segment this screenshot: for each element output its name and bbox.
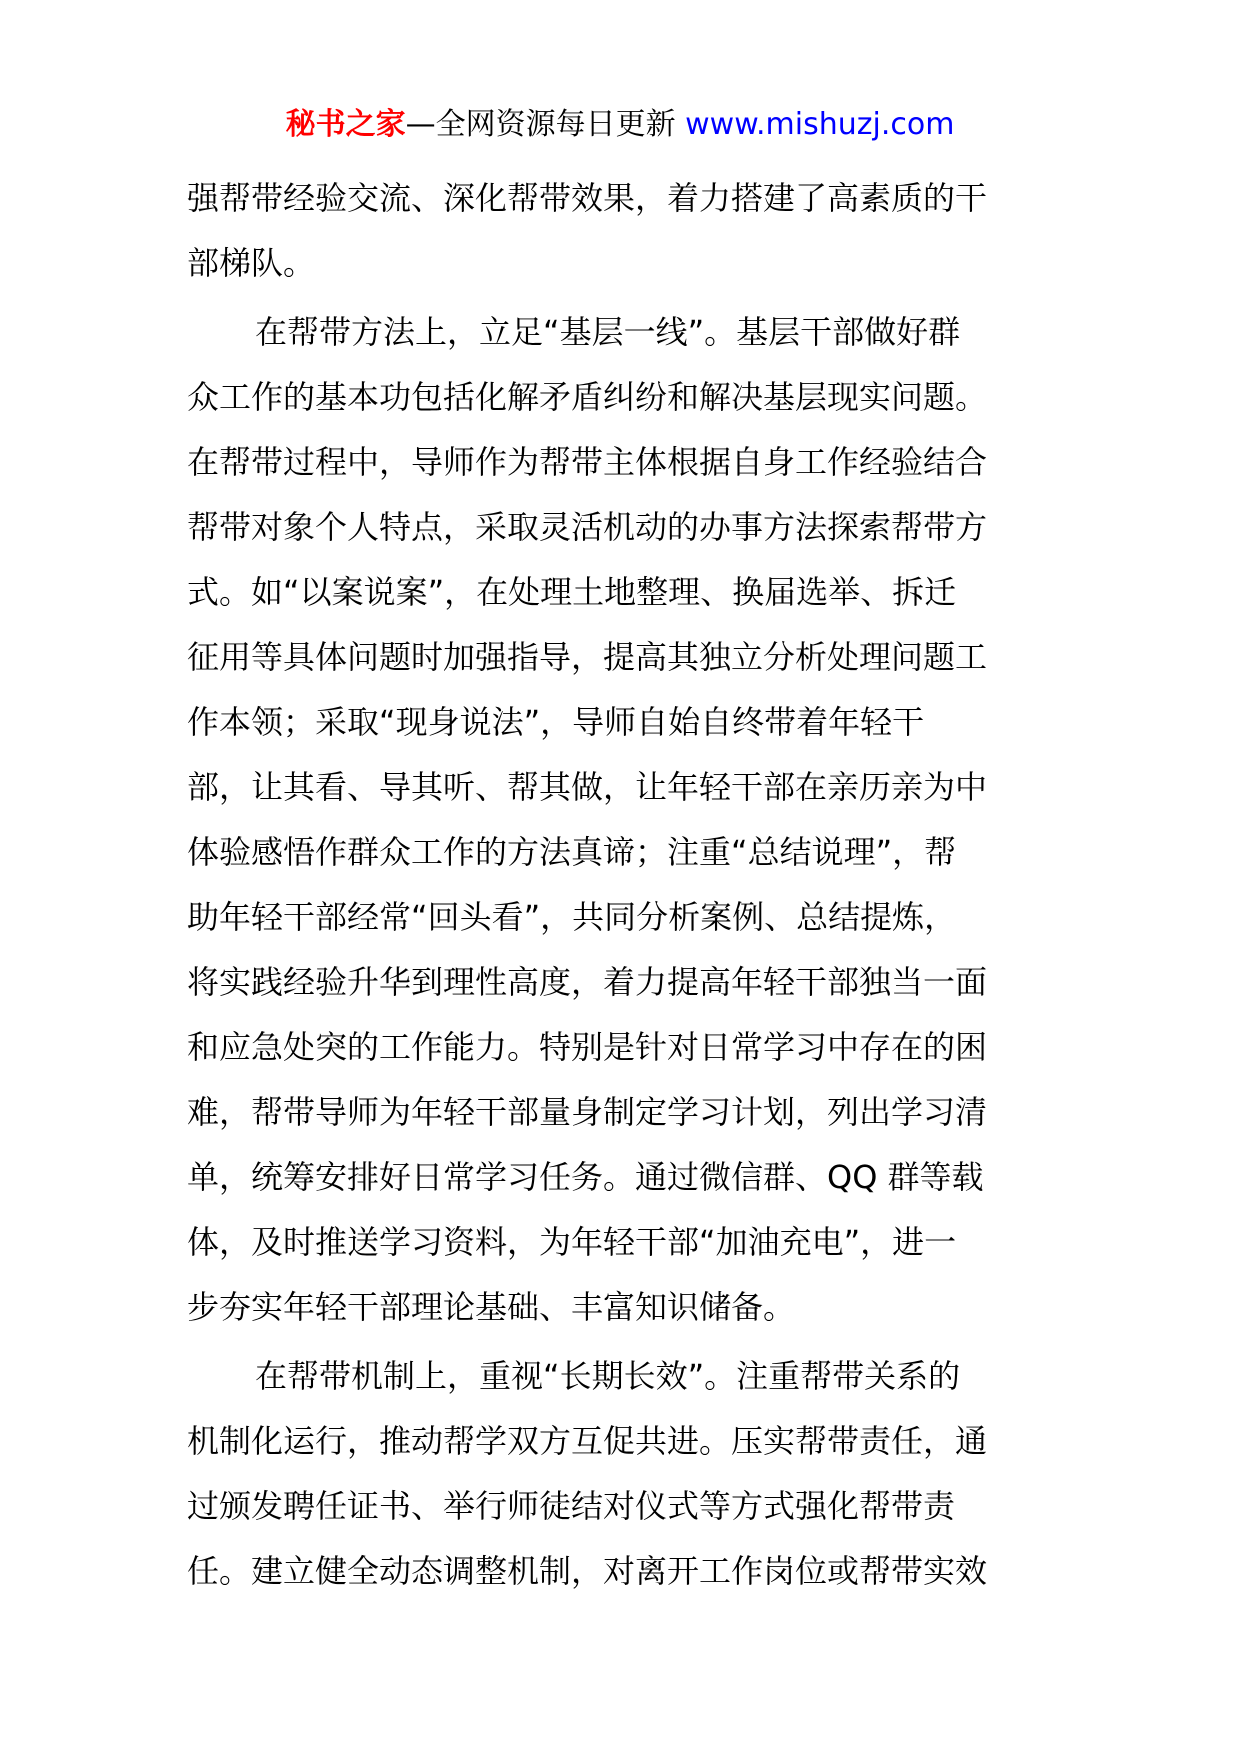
paragraph-start: 在帮带方法上，立足“基层一线”。基层干部做好群 xyxy=(255,313,961,351)
text-line: 任。建立健全动态调整机制，对离开工作岗位或帮带实效 xyxy=(187,1552,988,1590)
text-line: 步夯实年轻干部理论基础、丰富知识储备。 xyxy=(187,1288,796,1326)
text-line: 部，让其看、导其听、帮其做，让年轻干部在亲历亲为中 xyxy=(187,768,988,806)
header-url: www.mishuzj.com xyxy=(685,107,955,142)
text-line: 难，帮带导师为年轻干部量身制定学习计划，列出学习清 xyxy=(187,1093,988,1131)
text-line: 强帮带经验交流、深化帮带效果，着力搭建了高素质的干 xyxy=(187,179,988,217)
text-line: 助年轻干部经常“回头看”，共同分析案例、总结提炼， xyxy=(187,898,957,936)
paragraph-start: 在帮带机制上，重视“长期长效”。注重帮带关系的 xyxy=(255,1357,961,1395)
text-line: 在帮带过程中，导师作为帮带主体根据自身工作经验结合 xyxy=(187,443,988,481)
text-line: 征用等具体问题时加强指导，提高其独立分析处理问题工 xyxy=(187,638,988,676)
text-line: 单，统筹安排好日常学习任务。通过微信群、QQ 群等载 xyxy=(187,1158,984,1196)
text-line: 式。如“以案说案”，在处理土地整理、换届选举、拆迁 xyxy=(187,573,957,611)
page-header xyxy=(0,103,1240,147)
text-line: 过颁发聘任证书、举行师徒结对仪式等方式强化帮带责 xyxy=(187,1487,956,1525)
text-line: 众工作的基本功包括化解矛盾纠纷和解决基层现实问题。 xyxy=(187,378,988,416)
text-line: 帮带对象个人特点，采取灵活机动的办事方法探索帮带方 xyxy=(187,508,988,546)
header-tagline: —全网资源每日更新 xyxy=(405,107,676,142)
text-line: 将实践经验升华到理性高度，着力提高年轻干部独当一面 xyxy=(187,963,988,1001)
text-line: 体验感悟作群众工作的方法真谛；注重“总结说理”，帮 xyxy=(187,833,957,871)
body-text xyxy=(187,166,1057,1604)
text-line: 作本领；采取“现身说法”，导师自始自终带着年轻干 xyxy=(187,703,925,741)
text-line: 和应急处突的工作能力。特别是针对日常学习中存在的困 xyxy=(187,1028,988,1066)
text-line: 部梯队。 xyxy=(187,244,316,282)
text-line: 机制化运行，推动帮学双方互促共进。压实帮带责任，通 xyxy=(187,1422,988,1460)
header-brand: 秘书之家 xyxy=(285,107,406,142)
text-line: 体，及时推送学习资料，为年轻干部“加油充电”，进一 xyxy=(187,1223,957,1261)
